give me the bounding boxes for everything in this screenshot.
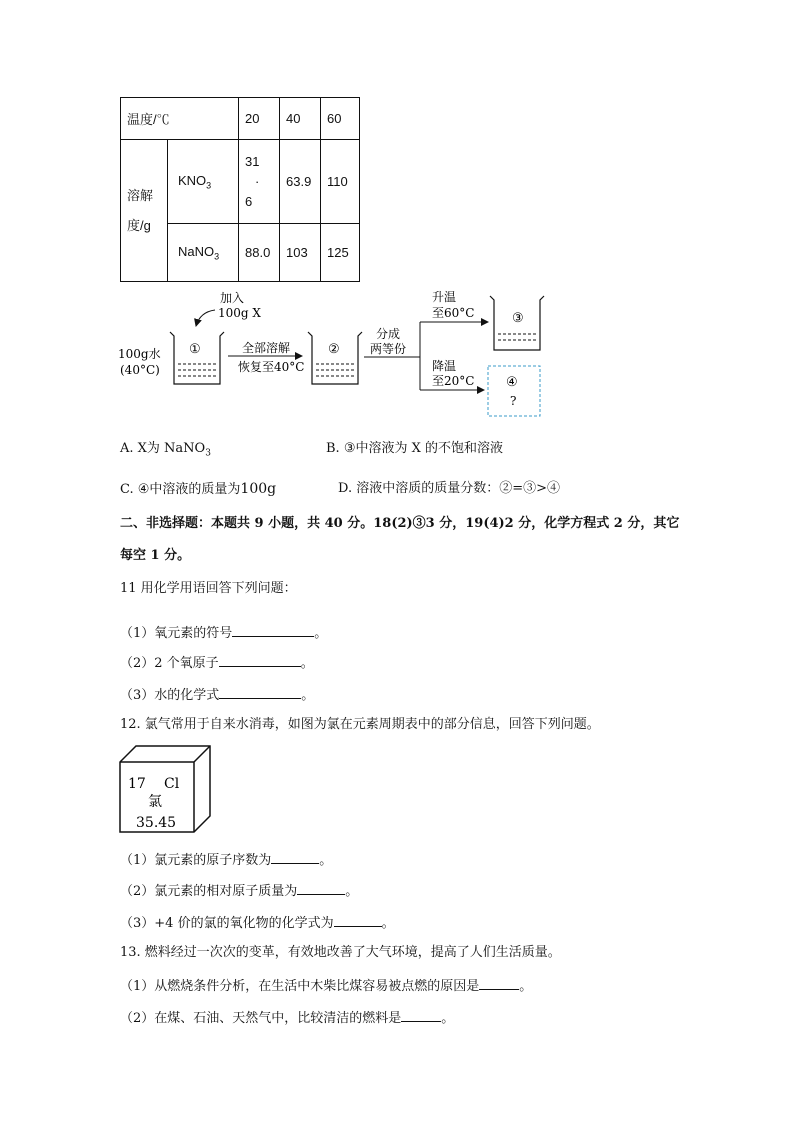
kno3-value-60: 110 <box>321 140 360 224</box>
answer-blank <box>334 912 382 927</box>
option-d: D. 溶液中溶质的质量分数：②=③>④ <box>338 481 561 496</box>
periodic-table-cell <box>118 744 214 836</box>
q12-part1: （1）氯元素的原子序数为 。 <box>120 849 332 870</box>
table-temp-cell: 40 <box>280 98 321 140</box>
q11-part1: （1）氧元素的符号 。 <box>120 622 327 643</box>
q13-part1: （1）从燃烧条件分析，在生活中木柴比煤容易被点燃的原因是 。 <box>120 975 532 996</box>
beaker-1-label: ① <box>189 342 201 357</box>
unknown-mark: ? <box>510 394 517 408</box>
answer-blank <box>232 622 314 637</box>
kno3-value-40: 63.9 <box>280 140 321 224</box>
nano3-label: NaNO$_3$ <box>168 224 239 282</box>
beaker-1 <box>170 332 224 384</box>
answer-blank <box>479 975 519 990</box>
beaker-2-label: ② <box>328 342 340 357</box>
step1-bottom-label: 恢复至40°C <box>238 360 305 374</box>
q11-title: 11 用化学用语回答下列问题： <box>120 581 297 596</box>
cool-label-1: 降温 <box>432 359 457 373</box>
heat-label-1: 升温 <box>432 290 457 304</box>
section2-heading-line2: 每空 1 分。 <box>120 548 191 563</box>
q13-title: 13. 燃料经过一次次的变革，有效地改善了大气环境，提高了人们生活质量。 <box>120 945 561 960</box>
answer-blank <box>401 1007 441 1022</box>
beaker-4-label: ④ <box>506 375 518 390</box>
water-label-1: 100g水 <box>118 347 161 361</box>
add-label-2: 100g X <box>218 306 261 320</box>
beaker-3 <box>490 296 544 350</box>
beaker-3-label: ③ <box>512 311 524 326</box>
nano3-value-40: 103 <box>280 224 321 282</box>
solubility-label-line1: 溶解 <box>127 187 154 203</box>
water-label-2: (40°C) <box>120 363 160 377</box>
answer-blank <box>297 880 345 895</box>
table-header-label: 温度/℃ <box>121 98 239 140</box>
nano3-value-20: 88.0 <box>239 224 280 282</box>
experiment-diagram <box>0 0 794 440</box>
unknown-box-4 <box>488 366 540 416</box>
heat-label-2: 至60°C <box>432 306 475 320</box>
add-label-1: 加入 <box>220 291 245 305</box>
atomic-mass: 35.45 <box>136 815 177 831</box>
answer-blank <box>219 684 301 699</box>
option-c: C. ④中溶液的质量为100g <box>120 481 277 497</box>
split-label-2: 两等份 <box>370 342 407 356</box>
q12-part2: （2）氯元素的相对原子质量为 。 <box>120 880 358 901</box>
q13-part2: （2）在煤、石油、天然气中，比较清洁的燃料是 。 <box>120 1007 454 1028</box>
atomic-number: 17 <box>128 776 146 792</box>
q11-part3: （3）水的化学式 。 <box>120 684 314 705</box>
split-label-1: 分成 <box>376 327 401 341</box>
answer-blank <box>219 652 301 667</box>
cool-label-2: 至20°C <box>432 374 475 388</box>
q11-part2: （2）2 个氧原子 。 <box>120 652 314 673</box>
element-name: 氯 <box>148 794 162 810</box>
kno3-label: $KNO_3$ <box>168 140 239 224</box>
add-arrow <box>196 310 215 326</box>
kno3-value-20: 31 · 6 <box>239 140 280 224</box>
beaker-2 <box>308 332 362 384</box>
q12-part3: （3）+4 价的氯的氧化物的化学式为 。 <box>120 912 395 933</box>
table-temp-cell: 60 <box>321 98 360 140</box>
table-temp-cell: 20 <box>239 98 280 140</box>
element-symbol: Cl <box>164 776 180 792</box>
option-b: B. ③中溶液为 X 的不饱和溶液 <box>326 441 503 456</box>
step1-top-label: 全部溶解 <box>242 341 291 355</box>
section2-heading-line1: 二、非选择题：本题共 9 小题，共 40 分。18(2)③3 分，19(4)2 分，化学方程式 2 分，其它 <box>120 516 680 531</box>
option-a: A. X为 NaNO$_3$ <box>120 441 211 459</box>
q12-title: 12. 氯气常用于自来水消毒，如图为氯在元素周期表中的部分信息，回答下列问题。 <box>120 717 600 732</box>
answer-blank <box>271 849 319 864</box>
solubility-label-line2: 度/g <box>127 217 151 233</box>
nano3-value-60: 125 <box>321 224 360 282</box>
